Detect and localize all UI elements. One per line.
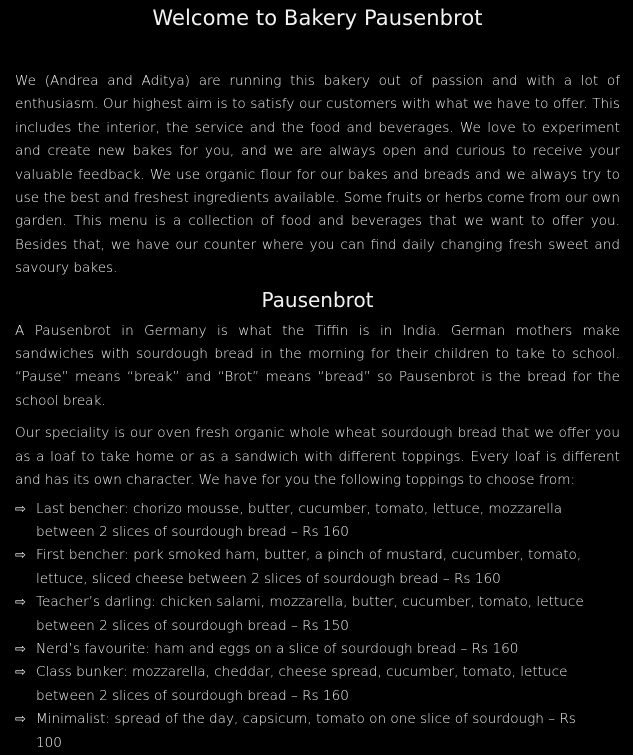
speciality-description: Our speciality is our oven fresh organic whole wheat sourdough bread that we offer you as a loaf to take home or as a sandwich with different toppings. Every loaf is different and has its own character. We have for you the following toppings to choose from:: [15, 425, 620, 489]
topping-text: Nerd’s favourite: ham and eggs on a slice of sourdough bread – Rs 160: [36, 640, 519, 657]
topping-text: Teacher’s darling: chicken salami, mozzarella, butter, cucumber, tomato, lettuce between 2 slices of sourdough bread – Rs 150: [36, 594, 584, 634]
list-item: [15, 638, 620, 661]
arrow-right-icon: ⇨: [15, 548, 26, 564]
topping-text: Last bencher: chorizo mousse, butter, cucumber, tomato, lettuce, mozzarella between 2 slices of sourdough bread – Rs 160: [36, 500, 563, 540]
page-title: Welcome to Bakery Pausenbrot: [152, 6, 483, 30]
list-item: [15, 708, 620, 755]
intro-paragraph: We (Andrea and Aditya) are running this bakery out of passion and with a lot of enthusiasm. Our highest aim is to satisfy our customers with what we have to offer. This includes the interior, the service and the food and beverages. We love to experiment and create new bakes for you, and we are always open and curious to receive your valuable feedback. We use organic flour for our bakes and breads and we always try to use the best and freshest ingredients available. Some fruits or herbs come from our own garden. This menu is a collection of food and beverages that we want to offer you. Besides that, we have our counter where you can find daily changing fresh sweet and savoury bakes.: [15, 73, 620, 277]
arrow-right-icon: ⇨: [15, 665, 26, 681]
topping-text: Minimalist: spread of the day, capsicum, tomato on one slice of sourdough – Rs 100: [36, 711, 576, 751]
arrow-right-icon: ⇨: [15, 595, 26, 611]
list-item: [15, 661, 620, 708]
list-item: [15, 544, 620, 591]
list-item: [15, 591, 620, 638]
arrow-right-icon: ⇨: [15, 641, 26, 657]
arrow-right-icon: ⇨: [15, 712, 26, 728]
arrow-right-icon: ⇨: [15, 501, 26, 517]
toppings-list: [15, 498, 620, 755]
topping-text: First bencher: pork smoked ham, butter, a pinch of mustard, cucumber, tomato, lettuce, sliced cheese between 2 slices of sourdough bread – Rs 160: [36, 547, 582, 587]
topping-text: Class bunker: mozzarella, cheddar, cheese spread, cucumber, tomato, lettuce between 2 slices of sourdough bread – Rs 160: [36, 664, 568, 704]
pausenbrot-description: A Pausenbrot in Germany is what the Tiffin is in India. German mothers make sandwiches with sourdough bread in the morning for their children to take to school. “Pause” means “break” and “Brot” means “bread” so Pausenbrot is the bread for the school break.: [15, 322, 620, 409]
list-item: [15, 498, 620, 545]
section-heading: Pausenbrot: [261, 287, 374, 312]
